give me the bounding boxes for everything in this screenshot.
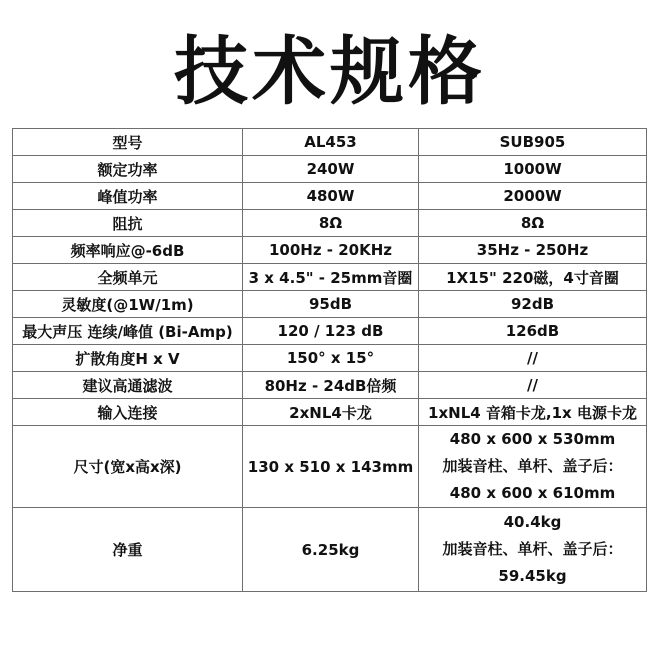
al453-value: 80Hz - 24dB倍频 — [243, 372, 419, 399]
al453-value: 130 x 510 x 143mm — [243, 426, 419, 508]
al453-value: 2xNL4卡龙 — [243, 399, 419, 426]
al453-value: 150° x 15° — [243, 345, 419, 372]
sub905-value: 8Ω — [419, 210, 647, 237]
row-label: 峰值功率 — [13, 183, 243, 210]
spec-table — [12, 128, 647, 592]
sub905-value: 1000W — [419, 156, 647, 183]
sub905-value: 2000W — [419, 183, 647, 210]
sub905-value: // — [419, 372, 647, 399]
sub905-value-line: 59.45kg — [498, 567, 567, 585]
al453-value: 3 x 4.5" - 25mm音圈 — [243, 264, 419, 291]
row-label: 最大声压 连续/峰值 (Bi-Amp) — [13, 318, 243, 345]
table-row — [13, 508, 647, 592]
row-label: 扩散角度H x V — [13, 345, 243, 372]
table-row — [13, 210, 647, 237]
sub905-value-line: 加装音柱、单杆、盖子后： — [442, 457, 623, 475]
sub905-value: 35Hz - 250Hz — [419, 237, 647, 264]
table-row — [13, 183, 647, 210]
al453-value: 240W — [243, 156, 419, 183]
al453-value: 480W — [243, 183, 419, 210]
al453-value: 6.25kg — [243, 508, 419, 592]
header-model: 型号 — [13, 129, 243, 156]
row-label: 额定功率 — [13, 156, 243, 183]
sub905-value: // — [419, 345, 647, 372]
table-row — [13, 372, 647, 399]
row-label: 尺寸(宽x高x深) — [13, 426, 243, 508]
header-al453: AL453 — [243, 129, 419, 156]
al453-value: 120 / 123 dB — [243, 318, 419, 345]
sub905-value-line: 40.4kg — [503, 513, 562, 531]
table-row — [13, 264, 647, 291]
al453-value: 100Hz - 20KHz — [243, 237, 419, 264]
table-row — [13, 237, 647, 264]
table-header-row — [13, 129, 647, 156]
row-label: 全频单元 — [13, 264, 243, 291]
sub905-value-line: 480 x 600 x 530mm — [449, 430, 616, 448]
sub905-value — [419, 426, 647, 508]
table-row — [13, 426, 647, 508]
table-row — [13, 318, 647, 345]
al453-value: 8Ω — [243, 210, 419, 237]
sub905-value: 126dB — [419, 318, 647, 345]
row-label: 灵敏度(@1W/1m) — [13, 291, 243, 318]
row-label: 频率响应@-6dB — [13, 237, 243, 264]
sub905-value-line: 加装音柱、单杆、盖子后： — [442, 540, 623, 558]
table-row — [13, 156, 647, 183]
sub905-value: 92dB — [419, 291, 647, 318]
table-row — [13, 399, 647, 426]
sub905-value — [419, 508, 647, 592]
sub905-value: 1X15" 220磁，4寸音圈 — [419, 264, 647, 291]
sub905-value-line: 480 x 600 x 610mm — [449, 484, 616, 502]
row-label: 建议高通滤波 — [13, 372, 243, 399]
row-label: 净重 — [13, 508, 243, 592]
table-row — [13, 345, 647, 372]
row-label: 阻抗 — [13, 210, 243, 237]
row-label: 输入连接 — [13, 399, 243, 426]
sub905-value: 1xNL4 音箱卡龙,1x 电源卡龙 — [419, 399, 647, 426]
page-title: 技术规格 — [174, 29, 486, 115]
header-sub905: SUB905 — [419, 129, 647, 156]
al453-value: 95dB — [243, 291, 419, 318]
table-row — [13, 291, 647, 318]
